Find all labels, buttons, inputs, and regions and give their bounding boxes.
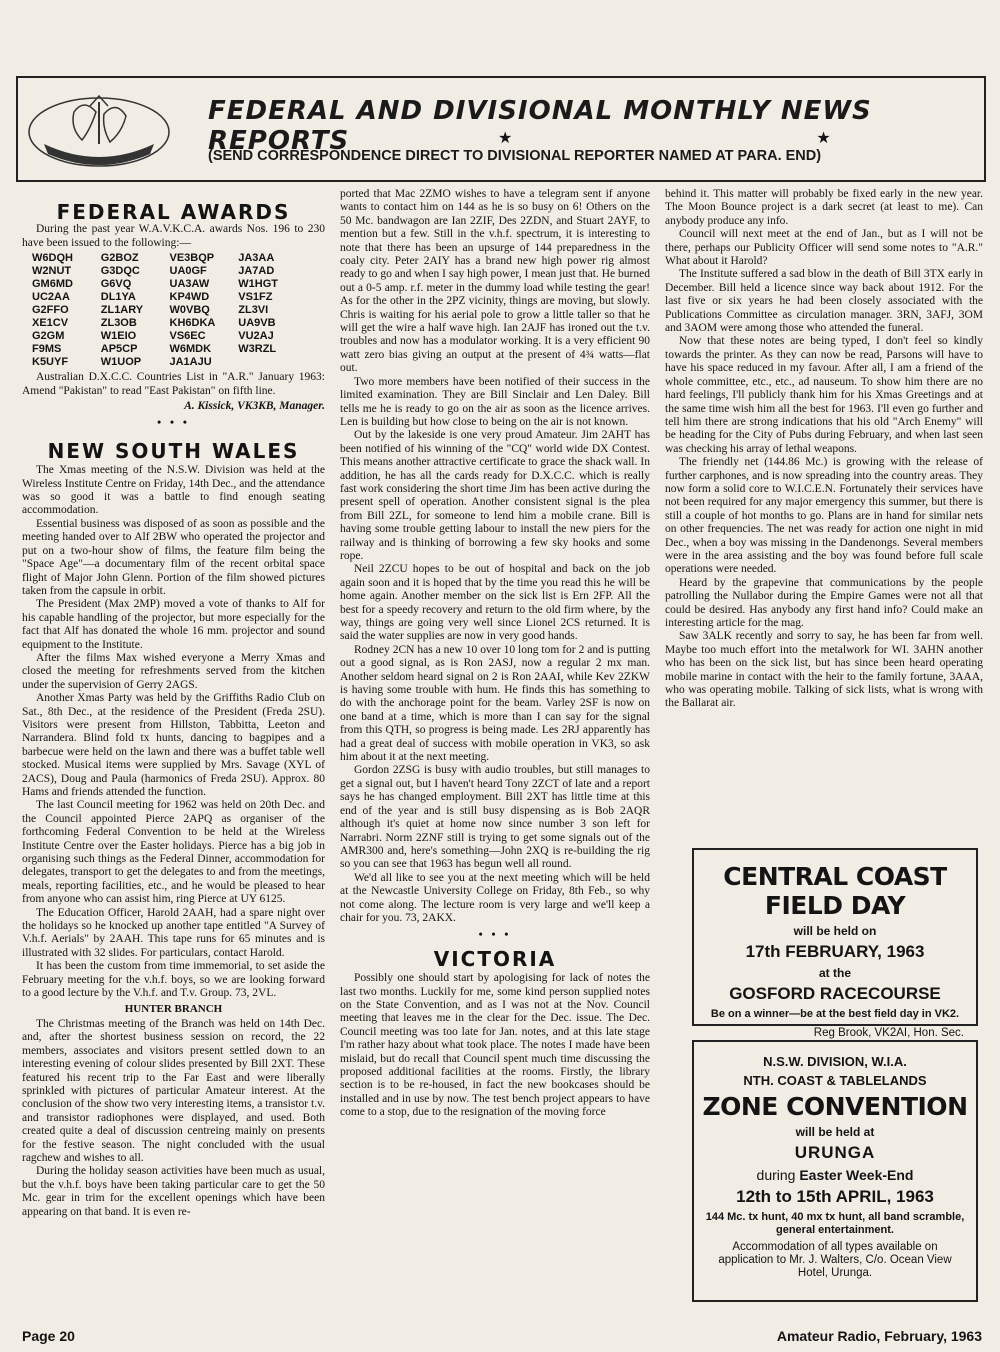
victoria-heading: VICTORIA <box>433 946 557 971</box>
hunter-branch-heading: HUNTER BRANCH <box>124 1002 223 1015</box>
callsign: G3DQC <box>100 265 140 278</box>
header-title: FEDERAL AND DIVISIONAL MONTHLY NEWS REPORTS <box>208 96 872 156</box>
callsign: VS1FZ <box>238 291 273 304</box>
paragraph: The Institute suffered a sad blow in the death of Bill 3TX early in December. Bill held a licence since way back about 1912. For the last five or six years he had been closely associated with the Publications Committee as circulation manager. 3RN, 3AFJ, 3OM and 3AOM were among those who attended the funeral. <box>665 268 983 335</box>
callsign: JA3AA <box>238 252 275 265</box>
ad-text: at the <box>818 966 851 980</box>
callsign: KP4WD <box>169 291 210 304</box>
ad-text: Easter Week-End <box>799 1167 914 1183</box>
page-number: Page 20 <box>22 1328 75 1344</box>
callsign: UA3AW <box>169 278 210 291</box>
journal-name: Amateur Radio, February, 1963 <box>776 1328 982 1344</box>
zone-convention-ad <box>692 1040 978 1302</box>
ad-title: CENTRAL COAST FIELD DAY <box>723 862 947 920</box>
callsign: K5UYF <box>32 356 69 369</box>
federal-signature: A. Kissick, VK3KB, Manager. <box>184 400 325 413</box>
paragraph: Rodney 2CN has a new 10 over 10 long tom for 2 and is putting out a good signal, as is Ron 2ASJ, now a regular 2 mx man. Another seldom heard signal on 2 is Ron 2AAI, while Kev 2ZKW is having some trouble with hum. He finds this has something to do with the anchorage point for the beam. Varley 2SF is now on one band at a time, which is more than I can say for the signal from this QTH, so progress is being made. Les 2RJ apparently has had a great deal of success with mobile operation in VK3, so ask him about it at the next meeting. <box>340 643 650 764</box>
section-divider: • • • <box>478 929 512 942</box>
callsign: G2GM <box>32 330 65 343</box>
ad-contact: Reg Brook, VK2AI, Hon. Sec. <box>813 1027 964 1039</box>
callsign: JA1AJU <box>169 356 212 369</box>
callsign: JA7AD <box>238 265 275 278</box>
header-stars: ★ ★ <box>498 130 981 147</box>
nsw-heading: NEW SOUTH WALES <box>47 438 300 463</box>
ad-text: NTH. COAST & TABLELANDS <box>743 1073 927 1088</box>
callsign <box>238 356 307 369</box>
column-1 <box>22 188 325 1219</box>
callsign: ZL1ARY <box>100 304 144 317</box>
ad-text: N.S.W. DIVISION, W.I.A. <box>763 1054 907 1069</box>
callsign: G6VQ <box>100 278 132 291</box>
page-header <box>16 76 986 182</box>
paragraph: The Christmas meeting of the Branch was held on 14th Dec. and, after the shortest business session on record, the 22 members, associates and visitors present settled down to an interesting evening of colour slides presented by Bill 2XT. These featured his recent trip to the Far East and were liberally sprinkled with pictures of particular Amateur interest. At the conclusion of the show two very interesting items, a transistor t.v. and transistor radiophones were displayed, and used. Both created quite a deal of discussion centreing mainly on presents for the festive season. The night concluded with the usual ragchew and wishes to all. <box>22 1017 325 1164</box>
column-2 <box>340 188 650 1120</box>
paragraph: Now that these notes are being typed, I don't feel so kindly towards the printer. As they can now be read, Parsons will have to have his space reduced in my favour. After all, I am a friend of the whole committee, etc., etc., ad nauseum. To show him there are no hard feelings, I'll publicly thank him for his Xmas Greetings and at the same time wish him all the best for 1963. I'll even go further and tell him there are strong indications that his old "Arch Enemy" will be heading for the City of Pubs during February, and when last seen was checking his array of lethal weapons. <box>665 335 983 455</box>
paragraph: Possibly one should start by apologising for lack of notes the last two months. Luckily for me, some kind person supplied notes on the State Convention, and as I was not at the Nov. Council meeting that leaves me in the clear for the Dec. issue. The Dec. Council meeting was too late for Jan. notes, and at this late stage I'm rather hazy about what took place. The notes I made have been mislaid, but do recall that Council spent much time discussing the proposed additional facilities at the rooms. Firstly, the library section is to be re-housed, in fact the new bookcases should be installed and in use by now. The test bench project appears to have come to a stop, due to the resignation of the moving force <box>340 972 650 1119</box>
paragraph: Neil 2ZCU hopes to be out of hospital and back on the job again soon and it is hoped that by the time you read this he will be home again. Another member on the sick list is Ern 2FP. All the best for a speedy recovery and return to the old firm where, by the way, things are going very well since Lionel 2CS returned. It is said the water supplies are now in very good hands. <box>340 563 650 643</box>
ad-venue: GOSFORD RACECOURSE <box>729 984 941 1003</box>
paragraph: Two more members have been notified of their success in the limited examination. They are Bill Sinclair and Len Daley. Bill tells me he is ready to go on the air as soon as the licence arrives. Len is building but how close to being on the air is not known. <box>340 375 650 428</box>
ad-note: 144 Mc. tx hunt, 40 mx tx hunt, all band scramble, general entertainment. <box>705 1211 965 1236</box>
paragraph: During the holiday season activities have been much as usual, but the v.h.f. boys have been taking particular care to get the 50 Mc. gear in trim for the excellent openings which have been appearing on that band. It is even re- <box>22 1165 325 1218</box>
paragraph: After the films Max wished everyone a Merry Xmas and closed the meeting for refreshments served from the kitchen under the supervision of Gerry 2AGS. <box>22 651 325 691</box>
callsign: ZL3VI <box>238 304 269 317</box>
callsign: W1EIO <box>100 330 137 343</box>
paragraph: The last Council meeting for 1962 was held on 20th Dec. and the Council appointed Pierce 2APQ as organiser of the forthcoming Federal Convention to be held at the Wireless Institute Centre over the Easter holidays. Pierce has a big job in organising such things as the Federal Dinner, accommodation for delegates, transport to get the delegates to and from the meetings, meals, reporting facilities, etc., and he would be pleased to hear from anyone who can assist him, ring Pierce at UY 6125. <box>22 799 325 906</box>
column-3 <box>665 188 983 711</box>
ad-note: Be on a winner—be at the best field day in VK2. <box>710 1008 960 1020</box>
callsign: G2FFO <box>32 304 69 317</box>
federal-note: Australian D.X.C.C. Countries List in "A.R." January 1963: Amend "Pakistan" to read "East Pakistan" on fifth line. <box>22 371 325 397</box>
callsign: F9MS <box>32 343 62 356</box>
callsign: VE3BQP <box>169 252 215 265</box>
callsign: KH6DKA <box>169 317 216 330</box>
ad-date: 12th to 15th APRIL, 1963 <box>736 1187 934 1206</box>
callsign: W3RZL <box>238 343 277 356</box>
paragraph: Council will next meet at the end of Jan., but as I will not be there, perhaps our Publicity Officer will send some notes to "A.R." What about it Harold? <box>665 228 983 268</box>
callsign-table <box>22 250 325 371</box>
callsign: GM6MD <box>32 278 73 291</box>
ad-text: will be held at <box>795 1125 875 1139</box>
ad-text: will be held on <box>793 924 877 938</box>
paragraph: Essential business was disposed of as soon as possible and the meeting handed over to Alf 2BW who operated the projector and put on a two-hour show of films, the feature film being the "Space Age"—a documentary film of the recent orbital space flight of Major John Glenn. Portion of the film showed pictures taken from the capsule in orbit. <box>22 517 325 597</box>
callsign: W0VBQ <box>169 304 210 317</box>
paragraph: Gordon 2ZSG is busy with audio troubles, but still manages to get a signal out, but I haven't heard Tony 2ZCT of late and a report says he has changed employment. Bill 2XT has little time at this end of the year and is still busy dispensing as is Bob 2AQR although it's quiet at home now since number 3 son left for Narrabri. Norm 2ZNF still is trying to get some signals out of the AMR300 and, here's something—John 2XQ is re-building the rig so you can see that 1963 has begun well all round. <box>340 764 650 871</box>
paragraph: Out by the lakeside is one very proud Amateur. Jim 2AHT has been notified of his winning of the "CQ" world wide DX Contest. This means another attractive certificate to grace the shack wall. In addition, he has all the cards ready for D.X.C.C. which is really fast work considering the short time Jim has been active during the present spell of operation. Another consistent signal is the plea from Bill 2ZL, for someone to lend him a mobile crane. Bill is having some trouble getting labour to install the new piers for the railway and is thinking of borrowing a few sky hooks and some rope. <box>340 429 650 562</box>
callsign: ZL3OB <box>100 317 137 330</box>
callsign: W2NUT <box>32 265 72 278</box>
header-subtitle: (SEND CORRESPONDENCE DIRECT TO DIVISIONAL REPORTER NAMED AT PARA. END) <box>208 148 822 164</box>
callsign: XE1CV <box>32 317 69 330</box>
callsign: UC2AA <box>32 291 70 304</box>
callsign: DL1YA <box>100 291 136 304</box>
callsign: W1HGT <box>238 278 278 291</box>
callsign: W1UOP <box>100 356 142 369</box>
paragraph: behind it. This matter will probably be fixed early in the new year. The Moon Bounce project is a dark secret (at least to me). Can anybody produce any info. <box>665 188 983 227</box>
paragraph: Saw 3ALK recently and sorry to say, he has been far from well. Maybe too much effort into the metalwork for WI. 3AHN another who has been on the sick list, but has since been heard operating mobile marine in contact with the heir to the family fortune, 3AAA, who was operating mobile. Talking of sick lists, what is wrong with the Ballarat air. <box>665 630 983 710</box>
paragraph: We'd all like to see you at the next meeting which will be held at the Newcastle University College on Friday, 8th Feb., so why not come along. The lecture room is very large and we'll keep a chair for you. 73, 2AKX. <box>340 871 650 924</box>
paragraph: The Education Officer, Harold 2AAH, had a spare night over the holidays so he knocked up another tape entitled "A Survey of V.h.f. Aerials" by 2AAH. This tape runs for 65 minutes and is illustrated with 32 slides. For particulars, contact Harold. <box>22 906 325 959</box>
paragraph: ported that Mac 2ZMO wishes to have a telegram sent if anyone wants to contact him on 144 as he is so busy on 6! Others on the 50 Mc. bandwagon are Ian 2ZIF, Des 2ZDN, and Stuart 2AYF, to mention but a few. Still in the v.h.f. spectrum, it is interesting to note that there has been an upsurge of 144 preparedness in the coaly city. Peter 2AIY has a brand new high power rig almost ready to go and when I say high power, I mean just that. He burned out a 0-5 amp. r.f. meter in the dummy load while testing the gear! As for the other in the 2PZ vicinity, things are moving, but slowly. Chris is waiting for his aerial pole to grow a little taller so that he will get the wire a half wave high. Ian 2AJF has ironed out the t.v. troubles and now has a modulator working. It is a very efficient 90 watt zero bias giving an output at the present of 4¾ watts—flat out. <box>340 188 650 375</box>
paragraph: It has been the custom from time immemorial, to set aside the February meeting for the v.h.f. boys, so we are looking forward to a good lecture by the V.h.f. and T.v. Group. 73, 2VL. <box>22 960 325 1000</box>
ad-title: ZONE CONVENTION <box>702 1092 968 1121</box>
paragraph: The Xmas meeting of the N.S.W. Division was held at the Wireless Institute Centre on Friday, 14th Dec., and the attendance was so good it was a battle to find enough seating accommodation. <box>22 464 325 517</box>
callsign: VU2AJ <box>238 330 274 343</box>
wia-emblem-icon <box>24 92 174 170</box>
callsign: W6DQH <box>32 252 73 265</box>
callsign: AP5CP <box>100 343 138 356</box>
ad-text: during <box>756 1167 796 1183</box>
callsign: G2BOZ <box>100 252 139 265</box>
field-day-ad <box>692 848 978 1039</box>
callsign: UA9VB <box>238 317 276 330</box>
section-divider: • • • <box>157 417 190 430</box>
callsign: VS6EC <box>169 330 206 343</box>
federal-intro: During the past year W.A.V.K.C.A. awards Nos. 196 to 230 have been issued to the following:— <box>22 223 325 249</box>
ad-venue: URUNGA <box>794 1143 876 1162</box>
paragraph: Another Xmas Party was held by the Griffiths Radio Club on Sat., 8th Dec., at the residence of the President (Freda 2SU). Visitors were present from Hillston, Tabbitta, Leeton and Narrandera. Blind fold tx hunts, dancing to bagpipes and a barbecue were held on the lawn and there was a buffet table well stocked. Musical items were supplied by Mrs. Savage (XYL of 2ACS), Doug and Paula (harmonics of Freda 2SU). Approx. 80 Hams and friends attended the function. <box>22 692 325 798</box>
callsign: UA0GF <box>169 265 207 278</box>
paragraph: Heard by the grapevine that communications by the people patrolling the Nullabor during the Empire Games were not all that could be desired. Has anybody any first hand info? Could make an interesting article for the mag. <box>665 576 983 629</box>
callsign: W6MDK <box>169 343 212 356</box>
ad-date: 17th FEBRUARY, 1963 <box>745 942 925 961</box>
ad-accommodation: Accommodation of all types available on application to Mr. J. Walters, C/o. Ocean View Hotel, Urunga. <box>718 1241 952 1279</box>
federal-heading: FEDERAL AWARDS <box>56 200 291 224</box>
paragraph: The President (Max 2MP) moved a vote of thanks to Alf for his capable handling of the projector, but more especially for the fact that Alf has donated the whole 16 mm. projector and sound equipment to the Institute. <box>22 598 325 651</box>
paragraph: The friendly net (144.86 Mc.) is growing with the release of further carphones, and is now spreading into the country areas. They now form a solid core to W.I.C.E.N. Fortunately their services have not been required for any major emergency this summer, but there is still a couple of hot months to go. Plans are in hand for similar nets on other frequencies. The net was ready for action one night in mid Dec., when a boy was missing in the Dandenongs. Several members were in the area assisting and the boy was found before full scale operations were needed. <box>665 456 983 576</box>
